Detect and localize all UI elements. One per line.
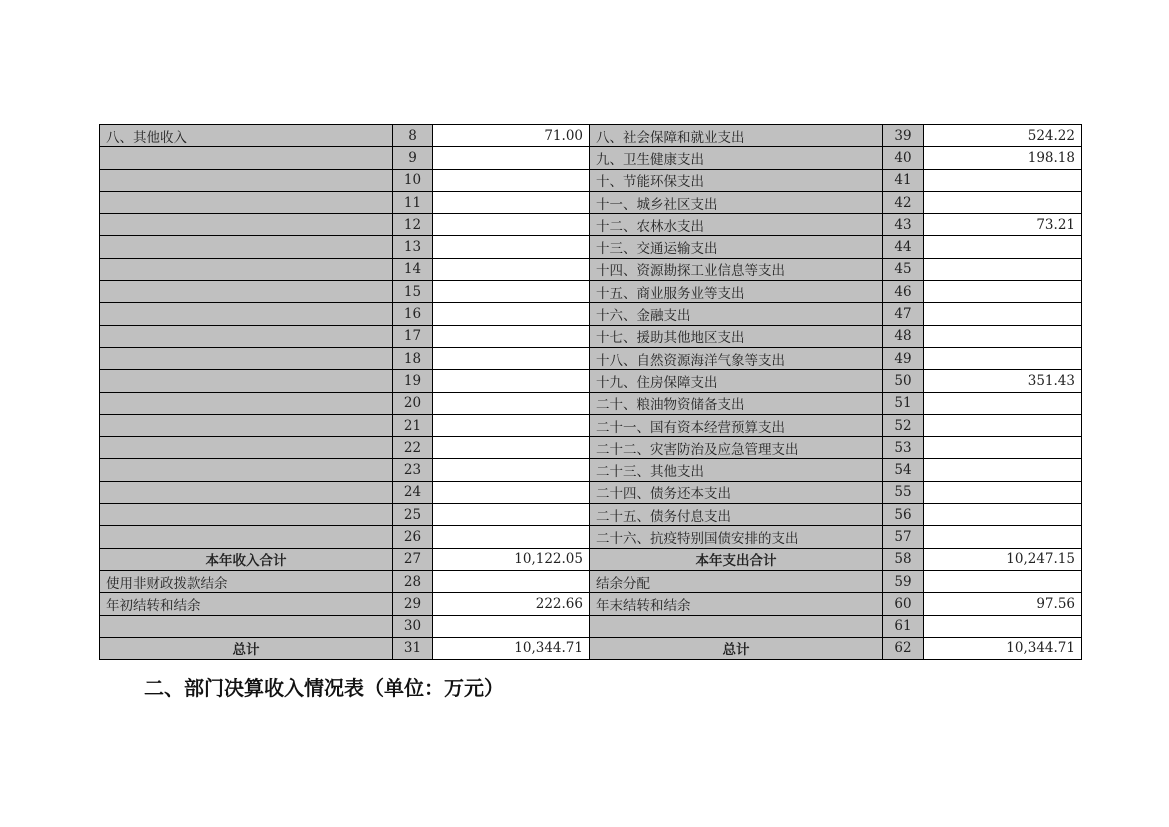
table-row [100, 392, 1082, 414]
expense-line-number: 60 [883, 593, 924, 615]
income-line-number: 25 [393, 504, 433, 526]
income-amount: 222.66 [433, 593, 590, 615]
table-row [100, 325, 1082, 347]
expense-amount [924, 303, 1082, 325]
income-amount [433, 236, 590, 258]
expense-line-number: 52 [883, 414, 924, 436]
income-line-number: 10 [393, 169, 433, 191]
table-row [100, 637, 1082, 659]
expense-item-label: 十八、自然资源海洋气象等支出 [590, 347, 883, 369]
income-item-label: 总计 [100, 637, 393, 659]
expense-line-number: 53 [883, 437, 924, 459]
expense-item-label: 二十、粮油物资储备支出 [590, 392, 883, 414]
expense-amount [924, 437, 1082, 459]
budget-table [99, 124, 1082, 660]
income-amount [433, 437, 590, 459]
expense-item-label: 十三、交通运输支出 [590, 236, 883, 258]
expense-line-number: 40 [883, 147, 924, 169]
table-row [100, 593, 1082, 615]
expense-item-label: 二十四、债务还本支出 [590, 481, 883, 503]
expense-line-number: 46 [883, 281, 924, 303]
expense-item-label: 十、节能环保支出 [590, 169, 883, 191]
income-item-label [100, 258, 393, 280]
income-line-number: 24 [393, 481, 433, 503]
expense-line-number: 48 [883, 325, 924, 347]
expense-item-label: 二十三、其他支出 [590, 459, 883, 481]
income-amount [433, 281, 590, 303]
table-row [100, 414, 1082, 436]
expense-line-number: 54 [883, 459, 924, 481]
income-amount: 10,122.05 [433, 548, 590, 570]
table-row [100, 504, 1082, 526]
income-amount [433, 147, 590, 169]
expense-item-label: 十七、援助其他地区支出 [590, 325, 883, 347]
expense-line-number: 49 [883, 347, 924, 369]
income-line-number: 17 [393, 325, 433, 347]
expense-line-number: 62 [883, 637, 924, 659]
expense-line-number: 47 [883, 303, 924, 325]
expense-item-label: 二十六、抗疫特别国债安排的支出 [590, 526, 883, 548]
income-line-number: 29 [393, 593, 433, 615]
expense-amount: 351.43 [924, 370, 1082, 392]
expense-amount [924, 169, 1082, 191]
expense-item-label: 年末结转和结余 [590, 593, 883, 615]
income-item-label: 年初结转和结余 [100, 593, 393, 615]
income-item-label [100, 526, 393, 548]
income-amount [433, 258, 590, 280]
income-item-label [100, 504, 393, 526]
expense-amount: 97.56 [924, 593, 1082, 615]
income-line-number: 16 [393, 303, 433, 325]
income-amount [433, 392, 590, 414]
expense-item-label: 二十二、灾害防治及应急管理支出 [590, 437, 883, 459]
income-line-number: 9 [393, 147, 433, 169]
expense-item-label: 十六、金融支出 [590, 303, 883, 325]
expense-line-number: 56 [883, 504, 924, 526]
income-line-number: 26 [393, 526, 433, 548]
income-item-label: 本年收入合计 [100, 548, 393, 570]
expense-amount: 10,247.15 [924, 548, 1082, 570]
expense-line-number: 45 [883, 258, 924, 280]
expense-line-number: 59 [883, 570, 924, 592]
table-row [100, 526, 1082, 548]
income-line-number: 11 [393, 191, 433, 213]
expense-item-label: 二十一、国有资本经营预算支出 [590, 414, 883, 436]
expense-line-number: 41 [883, 169, 924, 191]
table-row [100, 281, 1082, 303]
expense-item-label: 八、社会保障和就业支出 [590, 125, 883, 147]
income-line-number: 27 [393, 548, 433, 570]
expense-amount [924, 392, 1082, 414]
expense-amount [924, 459, 1082, 481]
income-item-label: 使用非财政拨款结余 [100, 570, 393, 592]
income-line-number: 14 [393, 258, 433, 280]
table-row [100, 459, 1082, 481]
income-amount [433, 169, 590, 191]
income-item-label [100, 191, 393, 213]
income-line-number: 12 [393, 214, 433, 236]
income-item-label [100, 481, 393, 503]
expense-amount: 10,344.71 [924, 637, 1082, 659]
expense-amount [924, 191, 1082, 213]
table-row [100, 258, 1082, 280]
income-amount [433, 191, 590, 213]
expense-amount [924, 236, 1082, 258]
expense-amount [924, 414, 1082, 436]
expense-amount [924, 526, 1082, 548]
income-item-label [100, 236, 393, 258]
income-item-label [100, 214, 393, 236]
income-amount: 10,344.71 [433, 637, 590, 659]
income-amount [433, 459, 590, 481]
income-amount [433, 325, 590, 347]
expense-amount [924, 570, 1082, 592]
table-row [100, 236, 1082, 258]
expense-item-label [590, 615, 883, 637]
income-item-label [100, 459, 393, 481]
income-line-number: 30 [393, 615, 433, 637]
expense-item-label: 结余分配 [590, 570, 883, 592]
income-item-label [100, 370, 393, 392]
table-row [100, 570, 1082, 592]
expense-line-number: 44 [883, 236, 924, 258]
income-item-label [100, 347, 393, 369]
expense-amount: 198.18 [924, 147, 1082, 169]
income-line-number: 18 [393, 347, 433, 369]
income-amount [433, 414, 590, 436]
table-row [100, 347, 1082, 369]
expense-amount: 73.21 [924, 214, 1082, 236]
income-line-number: 8 [393, 125, 433, 147]
income-amount [433, 526, 590, 548]
expense-line-number: 51 [883, 392, 924, 414]
income-amount [433, 214, 590, 236]
expense-amount [924, 615, 1082, 637]
income-item-label: 八、其他收入 [100, 125, 393, 147]
expense-amount [924, 347, 1082, 369]
expense-item-label: 九、卫生健康支出 [590, 147, 883, 169]
expense-item-label: 十四、资源勘探工业信息等支出 [590, 258, 883, 280]
income-item-label [100, 437, 393, 459]
expense-line-number: 42 [883, 191, 924, 213]
table-row [100, 370, 1082, 392]
section-title: 二、部门决算收入情况表（单位：万元） [144, 676, 504, 700]
income-item-label [100, 281, 393, 303]
expense-item-label: 总计 [590, 637, 883, 659]
expense-item-label: 十五、商业服务业等支出 [590, 281, 883, 303]
income-line-number: 21 [393, 414, 433, 436]
expense-item-label: 本年支出合计 [590, 548, 883, 570]
income-amount [433, 615, 590, 637]
table-body [100, 125, 1082, 660]
income-item-label [100, 615, 393, 637]
expense-line-number: 57 [883, 526, 924, 548]
table-row [100, 125, 1082, 147]
income-item-label [100, 392, 393, 414]
table-row [100, 303, 1082, 325]
expense-item-label: 十一、城乡社区支出 [590, 191, 883, 213]
expense-line-number: 61 [883, 615, 924, 637]
expense-line-number: 58 [883, 548, 924, 570]
table-row [100, 548, 1082, 570]
income-line-number: 28 [393, 570, 433, 592]
income-amount: 71.00 [433, 125, 590, 147]
table-row [100, 147, 1082, 169]
expense-item-label: 十二、农林水支出 [590, 214, 883, 236]
income-line-number: 23 [393, 459, 433, 481]
income-line-number: 15 [393, 281, 433, 303]
income-amount [433, 347, 590, 369]
income-line-number: 31 [393, 637, 433, 659]
table-row [100, 437, 1082, 459]
income-item-label [100, 147, 393, 169]
income-amount [433, 481, 590, 503]
expense-item-label: 十九、住房保障支出 [590, 370, 883, 392]
income-item-label [100, 414, 393, 436]
income-line-number: 22 [393, 437, 433, 459]
table-row [100, 214, 1082, 236]
expense-amount [924, 258, 1082, 280]
expense-amount [924, 481, 1082, 503]
table-row [100, 615, 1082, 637]
expense-amount [924, 325, 1082, 347]
table-row [100, 481, 1082, 503]
income-item-label [100, 169, 393, 191]
expense-line-number: 55 [883, 481, 924, 503]
expense-amount: 524.22 [924, 125, 1082, 147]
income-line-number: 20 [393, 392, 433, 414]
income-amount [433, 370, 590, 392]
expense-line-number: 50 [883, 370, 924, 392]
income-line-number: 13 [393, 236, 433, 258]
table-row [100, 191, 1082, 213]
income-item-label [100, 303, 393, 325]
expense-amount [924, 504, 1082, 526]
income-line-number: 19 [393, 370, 433, 392]
expense-line-number: 39 [883, 125, 924, 147]
expense-line-number: 43 [883, 214, 924, 236]
income-item-label [100, 325, 393, 347]
table-row [100, 169, 1082, 191]
expense-amount [924, 281, 1082, 303]
income-amount [433, 504, 590, 526]
income-amount [433, 570, 590, 592]
income-amount [433, 303, 590, 325]
expense-item-label: 二十五、债务付息支出 [590, 504, 883, 526]
